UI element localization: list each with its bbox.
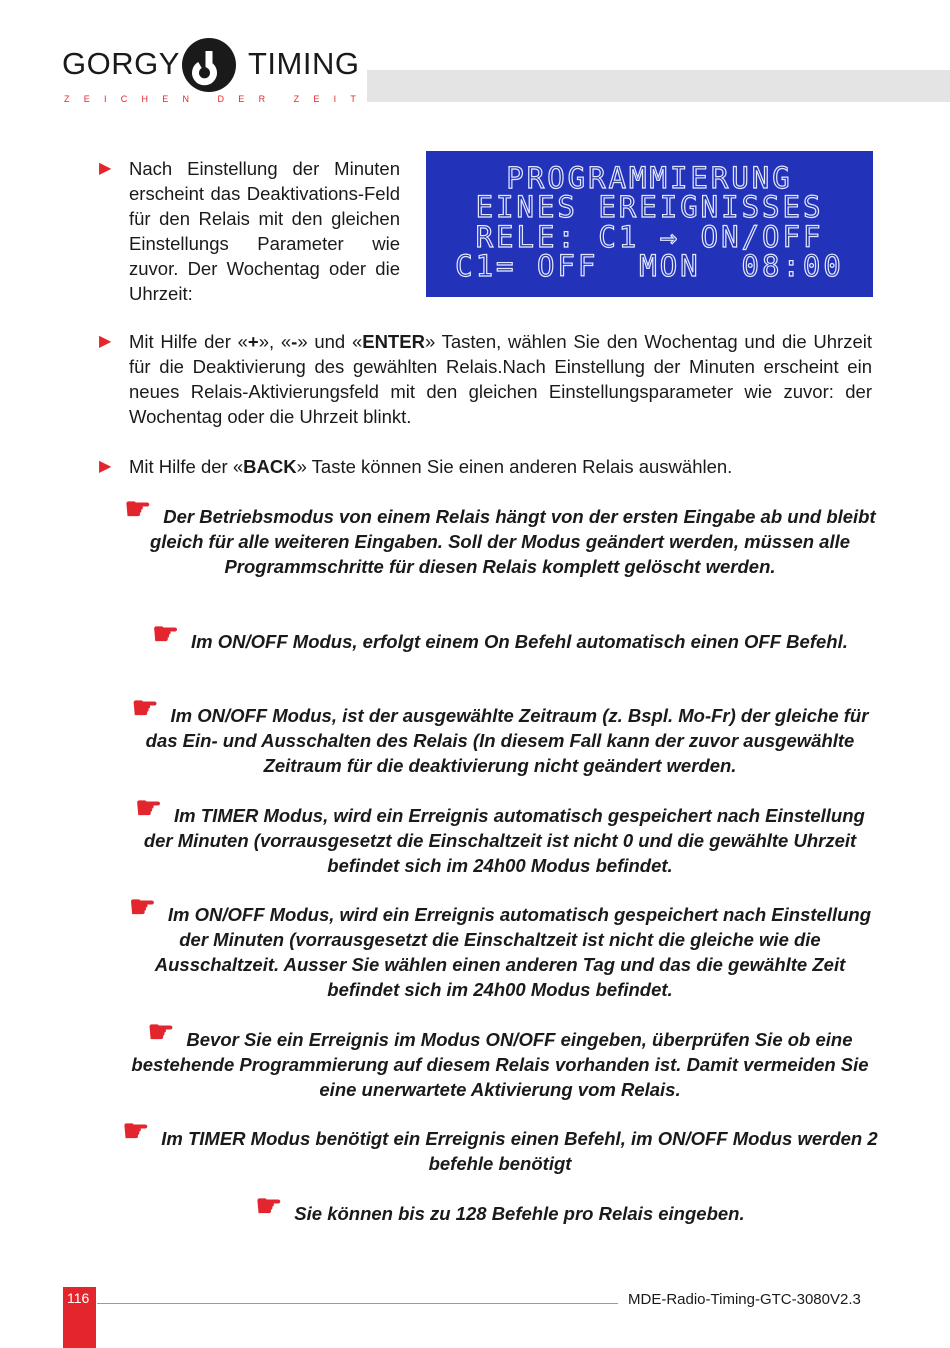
note-7: ☛ Im TIMER Modus benötigt ein Erreignis einen Befehl, im ON/OFF Modus werden 2 befehle benötigt: [122, 1115, 878, 1174]
page-number: 116: [67, 1290, 90, 1306]
note-5: ☛ Im ON/OFF Modus, wird ein Erreignis automatisch gespeichert nach Einstellung der Minuten (vorrausgesetzt die Einschaltzeit ist nicht die gleiche wie die Ausschaltzeit. Ausser Sie wählen einen anderen Tag und das die gewählte Zeit befindet sich im 24h00 Modus befindet.: [128, 891, 872, 1000]
paragraph-1: Nach Einstellung der Minuten erscheint das Deaktivations-Feld für den Relais mit den gleichen Einstellungs Parameter wie zuvor. Der Wochentag oder die Uhrzeit:: [129, 158, 400, 304]
note-2: ☛ Im ON/OFF Modus, erfolgt einem On Befehl automatisch einen OFF Befehl.: [152, 618, 848, 652]
bullet-arrow-icon: ▶: [99, 333, 112, 350]
header-bar: [367, 70, 950, 102]
logo-tagline: Z E I C H E N D E R Z E I T: [64, 94, 356, 104]
note-8: ☛ Sie können bis zu 128 Befehle pro Relais eingeben.: [255, 1190, 745, 1224]
paragraph-2: Mit Hilfe der «+», «-» und «ENTER» Tasten, wählen Sie den Wochentag und die Uhrzeit für die Deaktivierung des gewählten Relais.Nach Einstellung der Minuten erscheint ein neues Relais-Aktivierungsfeld mit den gleichen Einstellungsparameter wie zuvor: der Wochentag oder die Uhrzeit blinkt.: [129, 331, 872, 427]
note-4: ☛ Im TIMER Modus, wird ein Erreignis automatisch gespeichert nach Einstellung der Minuten (vorrausgesetzt die Einschaltzeit ist nicht 0 und die gewählte Uhrzeit befindet sich im 24h00 Modus befindet.: [135, 792, 865, 876]
clock-logo-icon: [182, 38, 236, 92]
lcd-line-3: RELE: C1 → ON/OFF: [475, 220, 824, 254]
note-1: ☛ Der Betriebsmodus von einem Relais hängt von der ersten Eingabe ab und bleibt gleich für alle weiteren Eingaben. Soll der Modus geändert werden, müssen alle Programmschritte für diesen Relais komplett gelöscht werden.: [124, 493, 876, 577]
logo-word-right: TIMING: [248, 46, 360, 81]
footer-divider: [97, 1303, 618, 1304]
bullet-arrow-icon: ▶: [99, 458, 112, 475]
lcd-line-4: C1= OFF MON 08:00: [455, 249, 844, 283]
paragraph-3: Mit Hilfe der «BACK» Taste können Sie einen anderen Relais auswählen.: [129, 456, 733, 477]
bullet-arrow-icon: ▶: [99, 160, 112, 177]
document-title: MDE-Radio-Timing-GTC-3080V2.3: [628, 1291, 861, 1308]
note-6: ☛ Bevor Sie ein Erreignis im Modus ON/OFF eingeben, überprüfen Sie ob eine bestehende Programmierung auf diesem Relais vorhanden ist. Damit vermeiden Sie eine unerwartete Aktivierung vom Relais.: [131, 1016, 869, 1100]
logo-word-left: GORGY: [62, 46, 180, 81]
lcd-display: [426, 151, 873, 297]
gorgy-timing-logo: [62, 38, 360, 108]
lcd-line-1: PROGRAMMIERUNG: [506, 161, 793, 195]
note-3: ☛ Im ON/OFF Modus, ist der ausgewählte Zeitraum (z. Bspl. Mo-Fr) der gleiche für das Ein- und Ausschalten des Relais (In diesem Fall kann der zuvor ausgewählte Zeitraum für die deaktivierung nicht geändert werden.: [131, 692, 869, 776]
lcd-line-2: EINES EREIGNISSES: [475, 190, 824, 224]
